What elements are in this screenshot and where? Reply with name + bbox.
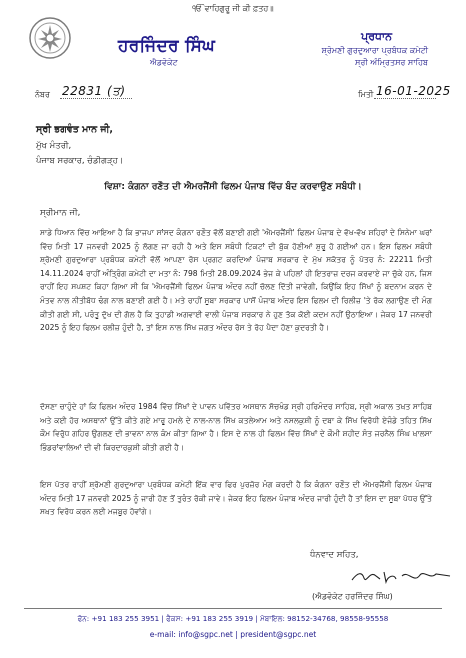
role-place: ਸ੍ਰੀ ਅੰਮ੍ਰਿਤਸਰ ਸਾਹਿਬ <box>355 58 428 67</box>
addressee-line-1: ਮੁੱਖ ਮੰਤਰੀ, <box>36 141 72 151</box>
sgpc-emblem <box>28 16 72 60</box>
addressee-line-2: ਪੰਜਾਬ ਸਰਕਾਰ, ਚੰਡੀਗੜ੍ਹ। <box>36 156 124 166</box>
role-title: ਪ੍ਰਧਾਨ <box>361 30 392 43</box>
signatory-name: (ਐਡਵੋਕੇਟ ਹਰਜਿੰਦਰ ਸਿੰਘ) <box>312 592 393 601</box>
letterhead-name: ਹਰਜਿੰਦਰ ਸਿੰਘ <box>118 36 216 56</box>
salutation: ਸ੍ਰੀਮਾਨ ਜੀ, <box>40 208 81 218</box>
letter-date: 16-01-2025 <box>376 84 451 98</box>
role-org: ਸ਼੍ਰੋਮਣੀ ਗੁਰਦੁਆਰਾ ਪ੍ਰਬੰਧਕ ਕਮੇਟੀ <box>321 46 428 55</box>
date-underline <box>374 98 436 99</box>
addressee-name: ਸ੍ਰੀ ਭਗਵੰਤ ਮਾਨ ਜੀ, <box>36 124 114 135</box>
reference-underline <box>60 98 132 99</box>
footer-divider <box>24 608 442 609</box>
handwritten-signature <box>350 566 454 588</box>
body-paragraph-2: ਦੱਸਣਾ ਚਾਹੁੰਦੇ ਹਾਂ ਕਿ ਫਿਲਮ ਅੰਦਰ 1984 ਵਿੱਚ ਸਿੱਖਾਂ ਦੇ ਪਾਵਨ ਪਵਿੱਤਰ ਅਸਥਾਨ ਸੱਚਖੰਡ ਸ੍ਰੀ ਹਰਿਮੰਦਰ ਸਾਹਿਬ, ਸ੍ਰੀ ਅਕਾਲ ਤਖ਼ਤ ਸਾਹਿਬ ਅਤੇ ਕਈ ਹੋਰ ਅਸਥਾਨਾਂ ਉੱਤੇ ਕੀਤੇ ਗਏ ਮਾਰੂ ਹਮਲੇ ਦੇ ਨਾਲ-ਨਾਲ ਸਿੱਖ ਕਤਲੇਆਮ ਅਤੇ ਨਸਲਕੁਸ਼ੀ ਨੂੰ ਦਬਾ ਕੇ ਸਿੱਖ ਵਿਰੋਧੀ ਏਜੰਡੇ ਤਹਿਤ ਸਿੱਖ ਕੌਮ ਵਿਰੁੱਧ ਗਹਿਰ ਉਗਲਣ ਦੀ ਭਾਵਨਾ ਨਾਲ ਕੰਮ ਕੀਤਾ ਗਿਆ ਹੈ। ਇਸ ਦੇ ਨਾਲ ਹੀ ਫਿਲਮ ਵਿੱਚ ਸਿੱਖਾਂ ਦੇ ਕੌਮੀ ਸ਼ਹੀਦ ਸੰਤ ਜਰਨੈਲ ਸਿੰਘ ਖ਼ਾਲਸਾ ਭਿੰਡਰਾਂਵਾਲਿਆਂ ਦੀ ਵੀ ਕਿਰਦਾਰਕੁਸ਼ੀ ਕੀਤੀ ਗਈ ਹੈ। <box>40 402 432 452</box>
body-paragraph-1: ਸਾਡੇ ਧਿਆਨ ਵਿੱਚ ਆਇਆ ਹੈ ਕਿ ਭਾਜਪਾ ਸਾਂਸਦ ਕੰਗਨਾ ਰਣੌਤ ਵੱਲੋਂ ਬਣਾਈ ਗਈ 'ਐਮਰਜੈਂਸੀ' ਫਿਲਮ ਪੰਜਾਬ ਦੇ ਵੱਖ-ਵੱਖ ਸ਼ਹਿਰਾਂ ਦੇ ਸਿਨੇਮਾ ਘਰਾਂ ਵਿੱਚ ਮਿਤੀ 17 ਜਨਵਰੀ 2025 ਨੂੰ ਲੱਗਣ ਜਾ ਰਹੀ ਹੈ ਅਤੇ ਇਸ ਸਬੰਧੀ ਟਿਕਟਾਂ ਦੀ ਬੁੱਕ ਹੋਣੀਆਂ ਸ਼ੁਰੂ ਹੋ ਗਈਆਂ ਹਨ। ਇਸ ਫਿਲਮ ਸਬੰਧੀ ਸ਼੍ਰੋਮਣੀ ਗੁਰਦੁਆਰਾ ਪ੍ਰਬੰਧਕ ਕਮੇਟੀ ਵੱਲੋਂ ਆਪਣਾ ਰੋਸ ਪ੍ਰਗਟ ਕਰਦਿਆਂ ਪੰਜਾਬ ਸਰਕਾਰ ਦੇ ਮੁੱਖ ਸਕੱਤਰ ਨੂੰ ਪੱਤਰ ਨੰ: 22211 ਮਿਤੀ 14.11.2024 ਰਾਹੀਂ ਅੰਤ੍ਰਿੰਗ ਕਮੇਟੀ ਦਾ ਮਤਾ ਨੰ: 798 ਮਿਤੀ 28.09.2024 ਭੇਜ ਕੇ ਪਹਿਲਾਂ ਹੀ ਇਤਰਾਜ਼ ਦਰਜ ਕਰਵਾਏ ਜਾ ਚੁੱਕੇ ਹਨ, ਜਿਸ ਰਾਹੀਂ ਇਹ ਸਪਸ਼ਟ ਕਿਹਾ ਗਿਆ ਸੀ ਕਿ 'ਐਮਰਜੈਂਸੀ ਫਿਲਮ ਪੰਜਾਬ ਅੰਦਰ ਨਹੀਂ ਚੱਲਣ ਦਿੱਤੀ ਜਾਵੇਗੀ, ਕਿਉਂਕਿ ਇਹ ਸਿੱਖਾਂ ਨੂੰ ਬਦਨਾਮ ਕਰਨ ਦੇ ਮੰਤਵ ਨਾਲ ਨੀਤੀਬੱਧ ਢੰਗ ਨਾਲ ਬਣਾਈ ਗਈ ਹੈ। ਮਤੇ ਰਾਹੀਂ ਸੂਬਾ ਸਰਕਾਰ ਪਾਸੋਂ ਪੰਜਾਬ ਅੰਦਰ ਇਸ ਫਿਲਮ ਦੀ ਰਿਲੀਜ਼ 'ਤੇ ਰੋਕ ਲਗਾਉਣ ਦੀ ਮੰਗ ਕੀਤੀ ਗਈ ਸੀ, ਪਰੰਤੂ ਦੁੱਖ ਦੀ ਗੱਲ ਹੈ ਕਿ ਤੁਹਾਡੀ ਅਗਵਾਈ ਵਾਲੀ ਪੰਜਾਬ ਸਰਕਾਰ ਨੇ ਹੁਣ ਤੱਕ ਕੋਈ ਕਦਮ ਨਹੀਂ ਉਠਾਇਆ। ਜੇਕਰ 17 ਜਨਵਰੀ 2025 ਨੂੰ ਇਹ ਫਿਲਮ ਰਲੀਜ਼ ਹੁੰਦੀ ਹੈ, ਤਾਂ ਇਸ ਨਾਲ ਸਿੱਖ ਜਗਤ ਅੰਦਰ ਰੋਸ ਤੇ ਰੋਹ ਪੈਦਾ ਹੋਣਾ ਕੁਦਰਤੀ ਹੈ। <box>40 228 432 333</box>
invocation: ੴ ਵਾਹਿਗੁਰੂ ਜੀ ਕੀ ਫ਼ਤਹ॥ <box>192 4 274 13</box>
body-paragraph-3: ਇਸ ਪੱਤਰ ਰਾਹੀਂ ਸ਼੍ਰੋਮਣੀ ਗੁਰਦੁਆਰਾ ਪ੍ਰਬੰਧਕ ਕਮੇਟੀ ਇੱਕ ਵਾਰ ਫਿਰ ਪੁਰਜ਼ੋਰ ਮੰਗ ਕਰਦੀ ਹੈ ਕਿ ਕੰਗਨਾ ਰਣੌਤ ਦੀ ਐਮਰਜੈਂਸੀ ਫਿਲਮ ਪੰਜਾਬ ਅੰਦਰ ਮਿਤੀ 17 ਜਨਵਰੀ 2025 ਨੂੰ ਜਾਰੀ ਹੋਣ ਤੋਂ ਤੁਰੰਤ ਰੋਕੀ ਜਾਵੇ। ਜੇਕਰ ਇਹ ਫਿਲਮ ਪੰਜਾਬ ਅੰਦਰ ਜਾਰੀ ਹੁੰਦੀ ਹੈ ਤਾਂ ਇਸ ਦਾ ਸੂਬਾ ਪੱਧਰ ਉੱਤੇ ਸਖ਼ਤ ਵਿਰੋਧ ਕਰਨ ਲਈ ਮਜਬੂਰ ਹੋਵਾਂਗੇ। <box>40 480 432 517</box>
footer-contact: ਫੋਨ: +91 183 255 3951 | ਫੈਕਸ: +91 183 255 3919 | ਮੋਬਾਇਲ: 98152-34768, 98558-95558 <box>77 614 389 623</box>
closing: ਧੰਨਵਾਦ ਸਹਿਤ, <box>310 550 359 560</box>
reference-label: ਨੰਬਰ <box>35 90 50 99</box>
letterhead-profession: ਐਡਵੋਕੇਟ <box>150 58 178 67</box>
reference-number: 22831 (ਤ) <box>62 84 126 98</box>
date-label: ਮਿਤੀ <box>358 90 374 99</box>
footer-email: e-mail: info@sgpc.net | president@sgpc.net <box>149 630 317 639</box>
letter-subject: ਵਿਸ਼ਾ: ਕੰਗਨਾ ਰਣੌਤ ਦੀ ਐਮਰਜੈਂਸੀ ਫਿਲਮ ਪੰਜਾਬ ਵਿੱਚ ਬੰਦ ਕਰਵਾਉਣ ਸਬੰਧੀ। <box>104 182 362 192</box>
